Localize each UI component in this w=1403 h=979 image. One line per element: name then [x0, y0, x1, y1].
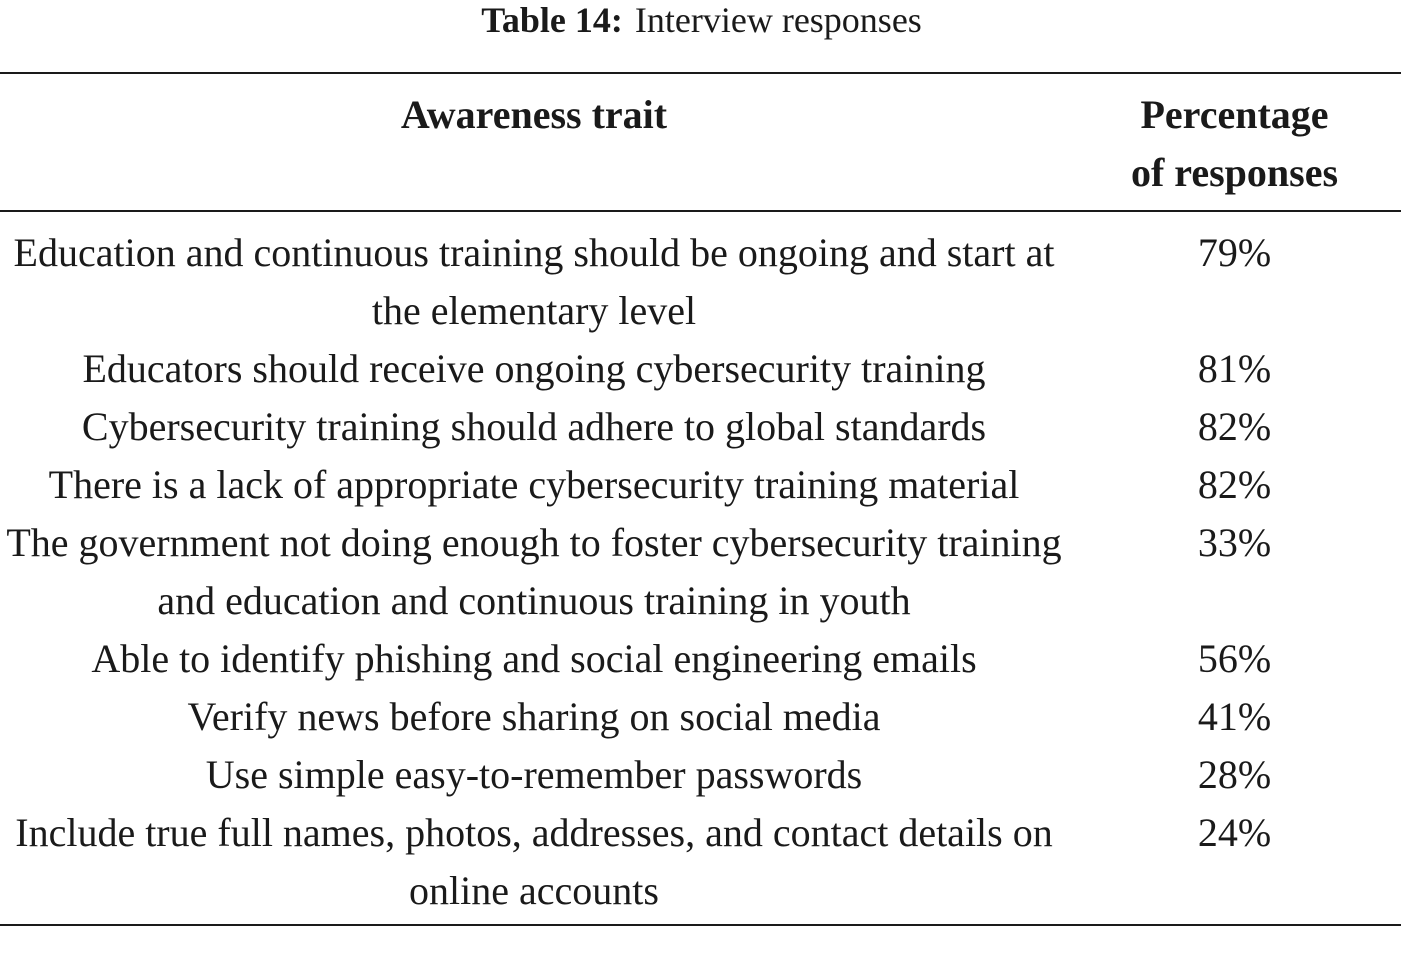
percent-cell: 56%	[1197, 636, 1272, 681]
table-row	[0, 804, 1401, 925]
trait-cell: Able to identify phishing and social engineering emails	[91, 636, 977, 681]
header-percentage	[1068, 73, 1401, 211]
header-percentage-line2: of responses	[1130, 150, 1339, 195]
responses-table-wrapper	[0, 72, 1401, 926]
table-row	[0, 514, 1401, 630]
header-percentage-line1: Percentage	[1140, 92, 1329, 137]
table-row	[0, 746, 1401, 804]
trait-cell: Education and continuous training should be ongoing and start at the elementary level	[13, 230, 1055, 333]
interview-responses-table	[0, 72, 1401, 926]
table-row	[0, 398, 1401, 456]
table-row	[0, 688, 1401, 746]
trait-cell: Cybersecurity training should adhere to global standards	[81, 404, 987, 449]
trait-cell: Include true full names, photos, addresses, and contact details on online accounts	[15, 810, 1053, 913]
percent-cell: 24%	[1197, 810, 1272, 855]
percent-cell: 28%	[1197, 752, 1272, 797]
table-caption-label: Table 14:	[481, 0, 623, 40]
table-row	[0, 630, 1401, 688]
percent-cell: 79%	[1197, 230, 1272, 275]
table-row	[0, 340, 1401, 398]
percent-cell: 41%	[1197, 694, 1272, 739]
trait-cell: Educators should receive ongoing cybersecurity training	[82, 346, 986, 391]
percent-cell: 33%	[1197, 520, 1272, 565]
table-caption-title: Interview responses	[634, 0, 922, 40]
percent-cell: 82%	[1197, 462, 1272, 507]
percent-cell: 81%	[1197, 346, 1272, 391]
table-caption	[0, 0, 1403, 40]
trait-cell: Verify news before sharing on social media	[187, 694, 881, 739]
percent-cell: 82%	[1197, 404, 1272, 449]
trait-cell: There is a lack of appropriate cybersecurity training material	[48, 462, 1020, 507]
header-awareness-trait: Awareness trait	[400, 92, 668, 137]
trait-cell: Use simple easy-to-remember passwords	[205, 752, 863, 797]
table-header-row	[0, 73, 1401, 211]
table-row	[0, 211, 1401, 340]
trait-cell: The government not doing enough to foster cybersecurity training and education and continuous training in youth	[6, 520, 1062, 623]
table-row	[0, 456, 1401, 514]
